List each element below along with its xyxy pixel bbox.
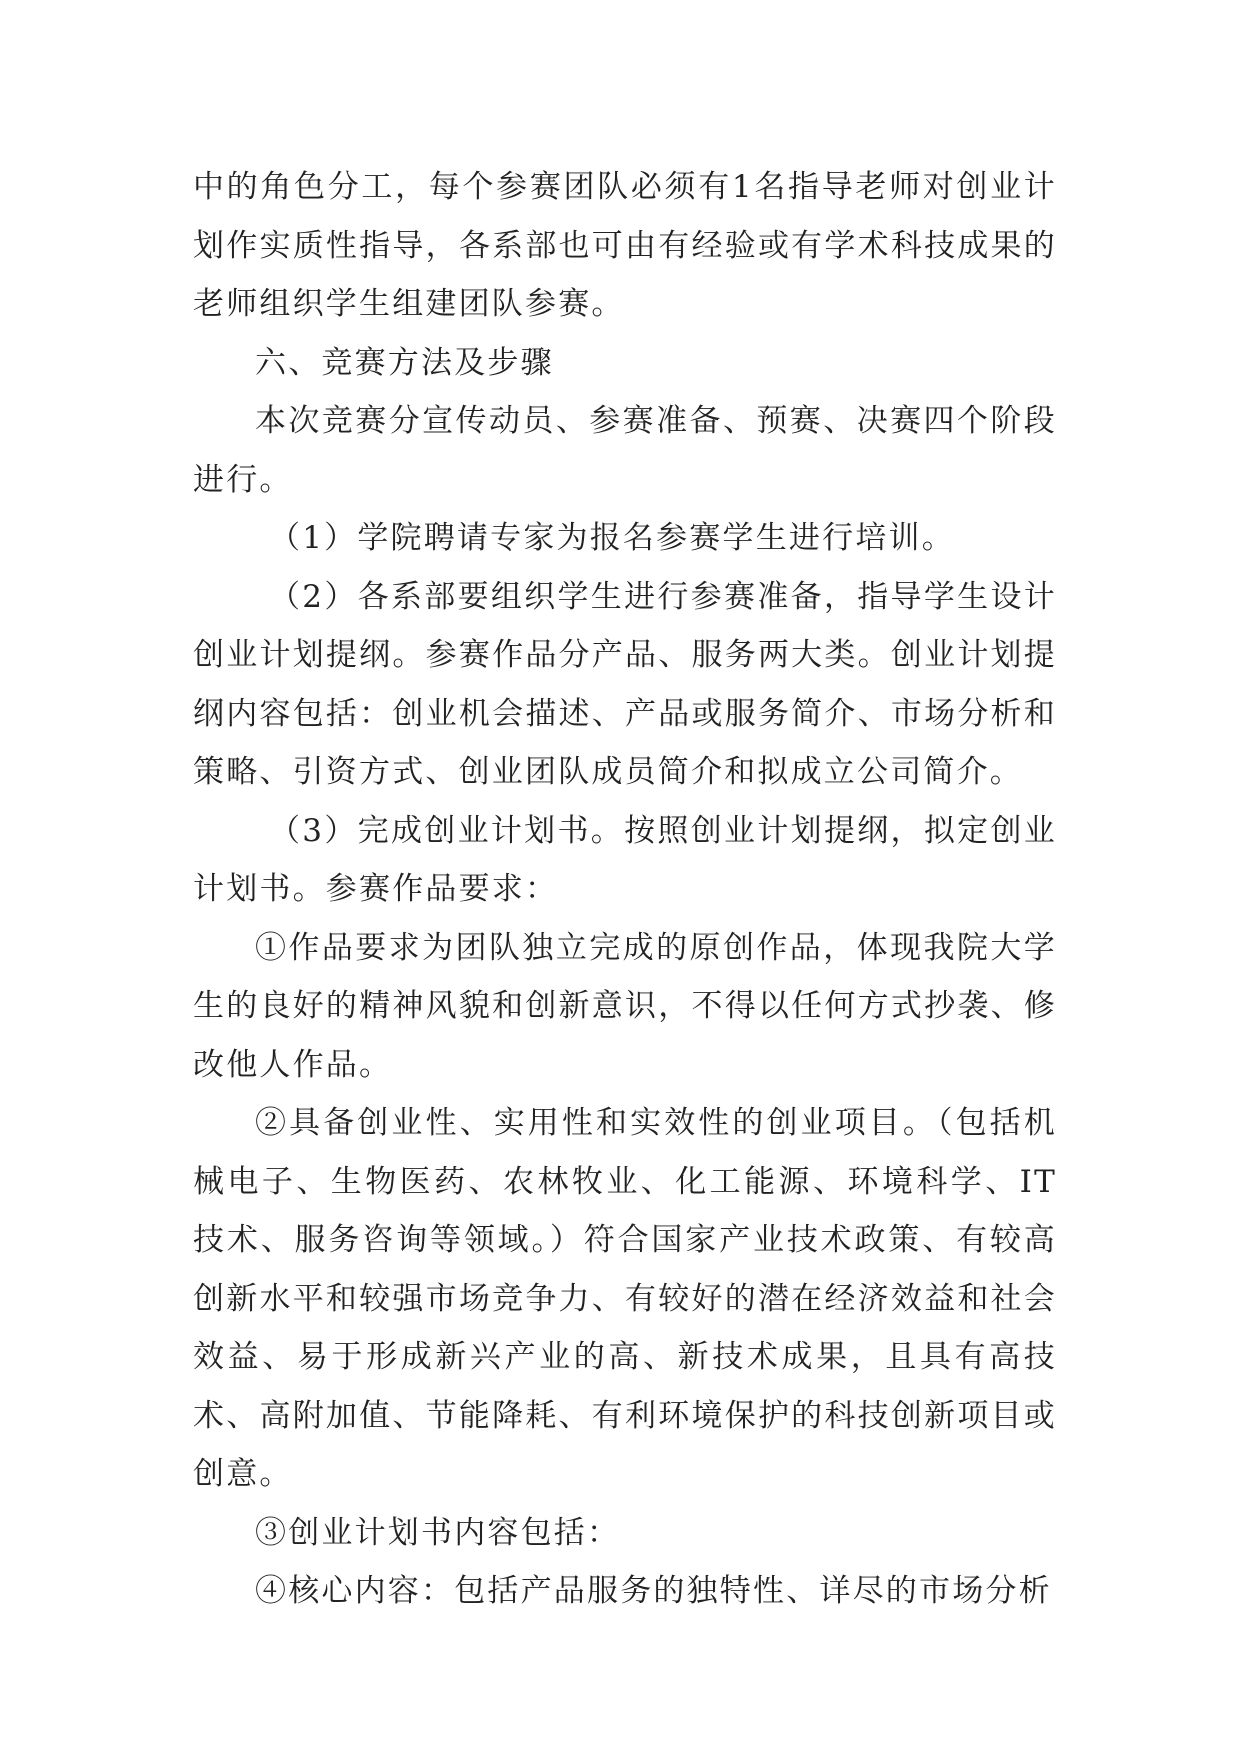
paragraph-step-2: （2）各系部要组织学生进行参赛准备，指导学生设计创业计划提纲。参赛作品分产品、服务两大类。创业计划提纲内容包括：创业机会描述、产品或服务简介、市场分析和策略、引资方式、创业团队成员简介和拟成立公司简介。 [193,578,1057,790]
paragraph-requirement-3: ③创业计划书内容包括： [255,1514,621,1551]
paragraph-requirement-4: ④核心内容：包括产品服务的独特性、详尽的市场分析 [255,1573,1052,1609]
paragraph-requirement-1: ①作品要求为团队独立完成的原创作品，体现我院大学生的良好的精神风貌和创新意识，不得以任何方式抄袭、修改他人作品。 [193,929,1057,1083]
paragraph-step-1: （1）学院聘请专家为报名参赛学生进行培训。 [269,520,955,556]
paragraph-step-3: （3）完成创业计划书。按照创业计划提纲，拟定创业计划书。参赛作品要求： [193,812,1057,907]
document-body [193,158,1057,1621]
paragraph-competition-stages: 本次竞赛分宣传动员、参赛准备、预赛、决赛四个阶段进行。 [193,403,1057,498]
section-heading-competition-methods: 六、竞赛方法及步骤 [255,344,554,381]
paragraph-team-roles: 中的角色分工，每个参赛团队必须有1名指导老师对创业计划作实质性指导，各系部也可由有经验或有学术科技成果的老师组织学生组建团队参赛。 [193,169,1057,322]
paragraph-requirement-2: ②具备创业性、实用性和实效性的创业项目。（包括机械电子、生物医药、农林牧业、化工能源、环境科学、IT技术、服务咨询等领域。）符合国家产业技术政策、有较高创新水平和较强市场竞争力、有较好的潜在经济效益和社会效益、易于形成新兴产业的高、新技术成果，且具有高技术、高附加值、节能降耗、有利环境保护的科技创新项目或创意。 [193,1105,1057,1492]
